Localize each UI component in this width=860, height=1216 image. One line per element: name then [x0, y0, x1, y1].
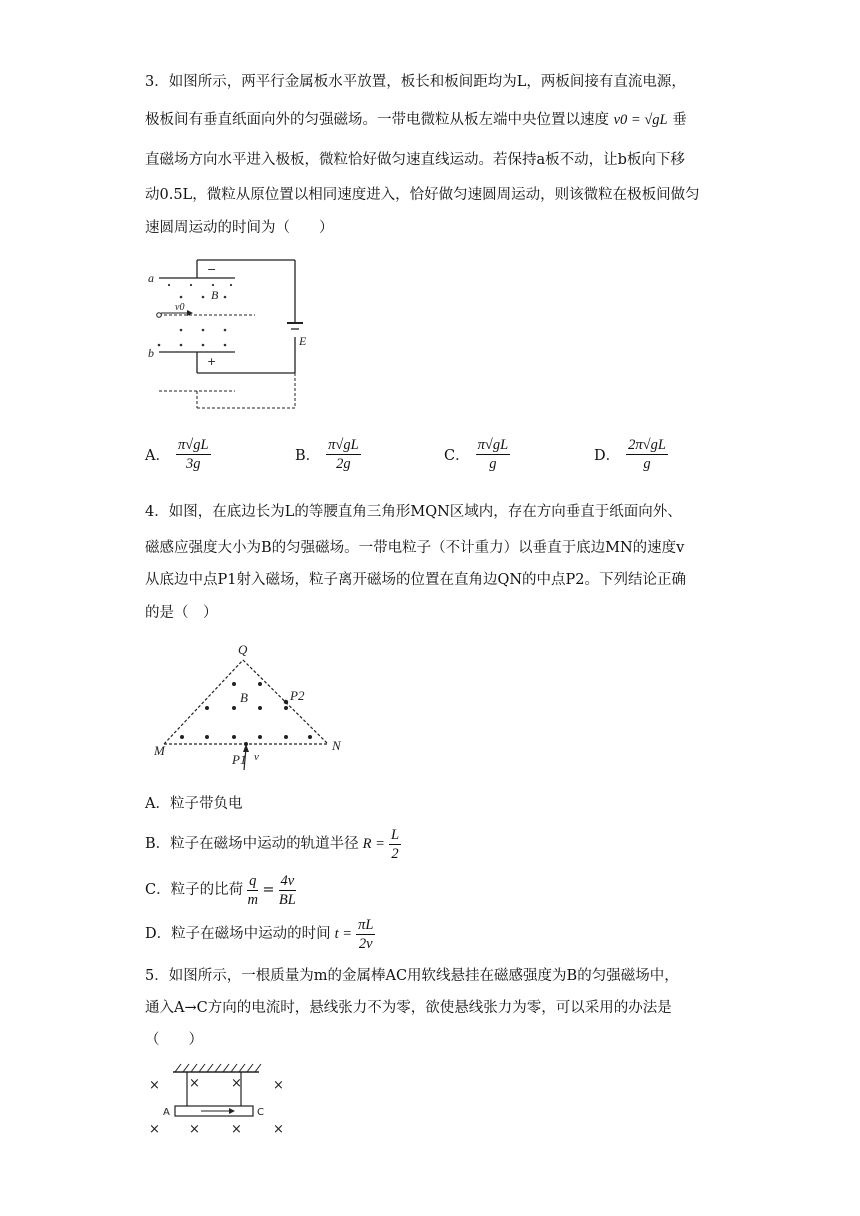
q5-cross-4: ×: [273, 1078, 284, 1093]
q3-option-d-value: [626, 436, 668, 473]
q3-line-4: 动0.5L，微粒从原位置以相同速度进入，恰好做匀速圆周运动，则该微粒在极板间做匀: [145, 187, 700, 203]
q4-option-b-frac: [389, 826, 401, 863]
q3-line-3: 直磁场方向水平进入极板，微粒恰好做匀速直线运动。若保持a板不动，让b板向下移: [145, 152, 685, 168]
q3-label-v0: v0: [175, 302, 185, 313]
q3-option-a-letter: A．: [145, 448, 170, 464]
q4-option-c-frac2: [279, 872, 297, 909]
q4-option-d-num: πL: [358, 916, 374, 933]
q3-option-d[interactable]: [594, 436, 668, 473]
q4-option-b-den: 2: [391, 845, 399, 862]
q3-label-a: a: [148, 271, 154, 285]
q3-option-c-den: g: [489, 456, 497, 472]
q3-option-a[interactable]: [145, 436, 211, 473]
q3-option-b-den: 2g: [336, 456, 351, 472]
q3-label-E: E: [299, 334, 307, 348]
q3-option-c-num: π√gL: [477, 437, 509, 453]
q4-option-c-frac1: [247, 872, 258, 909]
q3-option-c-value: [476, 436, 511, 473]
q3-minus-sign: −: [207, 263, 217, 276]
q4-option-c-text: C．粒子的比荷: [145, 882, 244, 898]
q3-option-d-den: g: [643, 456, 651, 472]
q3-line-1: 3．如图所示，两平行金属板水平放置，板长和板间距均为L，两板间接有直流电源，: [145, 74, 686, 90]
q3-option-b-num: π√gL: [328, 437, 359, 453]
q3-option-b-value: [326, 436, 361, 473]
q3-option-a-num: π√gL: [177, 437, 209, 453]
q4-triangle-figure: [150, 640, 360, 780]
q5-cross-2: ×: [189, 1076, 200, 1091]
q3-option-c[interactable]: [444, 436, 510, 473]
q4-option-b-num: L: [390, 826, 400, 843]
q5-cross-8: ×: [273, 1122, 284, 1137]
q5-line-1: 5．如图所示，一根质量为m的金属棒AC用软线悬挂在磁感强度为B的匀强磁场中，: [145, 968, 679, 984]
q5-cross-5: ×: [149, 1122, 160, 1137]
q5-cross-3: ×: [231, 1076, 242, 1091]
q4-option-b-expr: R =: [362, 836, 385, 852]
q4-label-P2: P2: [290, 688, 305, 703]
q4-option-c-num1: q: [249, 872, 257, 889]
q4-label-v: v: [254, 751, 259, 763]
q4-option-b[interactable]: [145, 824, 725, 864]
q5-line-3: （ ）: [145, 1032, 203, 1048]
q3-label-b: b: [148, 346, 154, 360]
q4-label-Q: Q: [238, 642, 248, 657]
q3-option-d-num: 2π√gL: [628, 437, 666, 453]
q3-v0-expression: v0 = √gL: [613, 112, 668, 128]
q4-line-3: 从底边中点P1射入磁场，粒子离开磁场的位置在直角边QN的中点P2。下列结论正确: [145, 572, 687, 588]
q5-cross-1: ×: [149, 1078, 160, 1093]
q4-option-c-den2: BL: [278, 891, 296, 908]
q4-option-c-num2: 4v: [280, 872, 295, 889]
q4-label-M: M: [154, 743, 165, 758]
q3-option-a-den: 3g: [186, 456, 201, 472]
q5-cross-6: ×: [189, 1122, 200, 1137]
q3-line-2-tail: 垂: [672, 112, 687, 128]
q3-option-c-letter: C．: [444, 448, 470, 464]
q3-option-a-value: [176, 436, 211, 473]
q5-cross-7: ×: [231, 1122, 242, 1137]
q4-option-d-den: 2v: [358, 935, 373, 952]
q4-line-2: 磁感应强度大小为B的匀强磁场。一带电粒子（不计重力）以垂直于底边MN的速度v: [145, 540, 685, 556]
q5-label-C: C: [257, 1107, 264, 1118]
q3-label-B: B: [211, 288, 219, 302]
q3-option-d-letter: D．: [594, 448, 621, 464]
q3-line-2: [145, 110, 725, 130]
q3-option-b[interactable]: [295, 436, 361, 473]
q4-option-d[interactable]: [145, 914, 725, 954]
q3-capacitor-figure: [145, 255, 315, 415]
q3-option-b-letter: B．: [295, 448, 321, 464]
q4-label-P1: P1: [232, 752, 247, 767]
q4-option-a[interactable]: A．粒子带负电: [145, 796, 243, 812]
q4-label-N: N: [332, 738, 341, 753]
q5-label-A: A: [163, 1107, 170, 1118]
q4-label-B: B: [240, 690, 248, 705]
q5-rod-figure: [145, 1060, 295, 1140]
q4-option-c-den1: m: [247, 891, 258, 908]
q3-line-5: 速圆周运动的时间为（ ）: [145, 220, 334, 236]
q4-option-d-expr: t =: [334, 926, 353, 942]
q5-line-2: 通入A→C方向的电流时，悬线张力不为零，欲使悬线张力为零，可以采用的办法是: [145, 1000, 672, 1016]
q4-option-d-text: D．粒子在磁场中运动的时间: [145, 926, 331, 942]
q4-option-d-frac: [356, 916, 375, 953]
q4-line-4: 的是（ ）: [145, 605, 218, 621]
q4-line-1: 4．如图，在底边长为L的等腰直角三角形MQN区域内，存在方向垂直于纸面向外、: [145, 504, 682, 520]
q4-option-c[interactable]: C．粒子的比荷 $\frac{q}{m}$ = $\frac{4v}{BL}$: [145, 872, 296, 908]
q3-plus-sign: +: [207, 355, 217, 368]
q3-line-2-text: 极板间有垂直纸面向外的匀强磁场。一带电微粒从板左端中央位置以速度: [145, 112, 609, 128]
q4-option-b-text: B．粒子在磁场中运动的轨道半径: [145, 836, 359, 852]
